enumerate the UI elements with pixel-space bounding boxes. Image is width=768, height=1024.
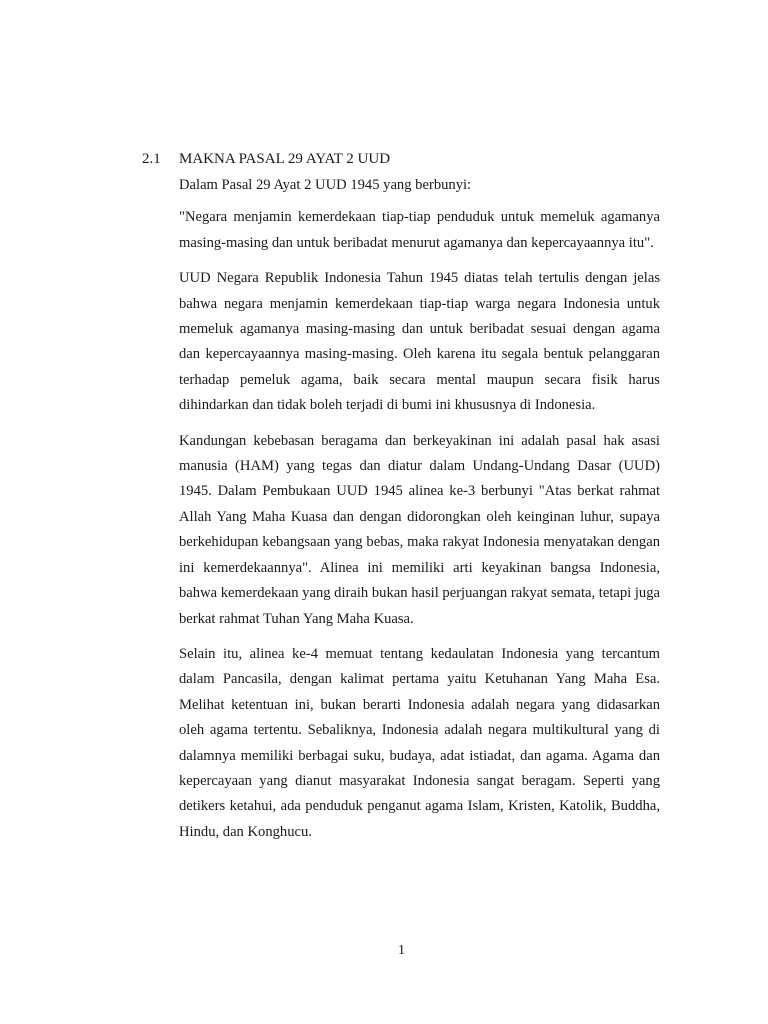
body-paragraph-3: Selain itu, alinea ke-4 memuat tentang kedaulatan Indonesia yang tercantum dalam Pancasila, dengan kalimat pertama yaitu Ketuhanan Yang Maha Esa. Melihat ketentuan ini, bukan berarti Indonesia adalah negara yang didasarkan oleh agama tertentu. Sebaliknya, Indonesia adalah negara multikultural yang di dalamnya memiliki berbagai suku, budaya, adat istiadat, dan agama. Agama dan kepercayaan yang dianut masyarakat Indonesia sangat beragam. Seperti yang detikers ketahui, ada penduduk penganut agama Islam, Kristen, Katolik, Buddha, Hindu, dan Konghucu. [179,645,660,840]
body-paragraph-1: UUD Negara Republik Indonesia Tahun 1945 diatas telah tertulis dengan jelas bahwa negara menjamin kemerdekaan tiap-tiap warga negara Indonesia untuk memeluk agamanya masing-masing dan untuk beribadat sesuai dengan agama dan kepercayaannya masing-masing. Oleh karena itu segala bentuk pelanggaran terhadap pemeluk agama, baik secara mental maupun secara fisik harus dihindarkan dan tidak boleh terjadi di bumi ini khususnya di Indonesia. [179,270,660,414]
section-title: MAKNA PASAL 29 AYAT 2 UUD [179,151,391,167]
intro-paragraph: Dalam Pasal 29 Ayat 2 UUD 1945 yang berbunyi: [179,177,472,193]
quote-paragraph: "Negara menjamin kemerdekaan tiap-tiap penduduk untuk memeluk agamanya masing-masing dan untuk beribadat menurut agamanya dan kepercayaannya itu". [179,209,660,251]
section-number: 2.1 [142,151,161,167]
section-body [179,173,660,855]
page-number: 1 [398,943,405,958]
body-paragraph-2: Kandungan kebebasan beragama dan berkeyakinan ini adalah pasal hak asasi manusia (HAM) yang tegas dan diatur dalam Undang-Undang Dasar (UUD) 1945. Dalam Pembukaan UUD 1945 alinea ke-3 berbunyi "Atas berkat rahmat Allah Yang Maha Kuasa dan dengan didorongkan oleh keinginan luhur, supaya berkehidupan kebangsaan yang bebas, maka rakyat Indonesia menyatakan dengan ini kemerdekaannya". Alinea ini memiliki arti keyakinan bangsa Indonesia, bahwa kemerdekaan yang diraih bukan hasil perjuangan rakyat semata, tetapi juga berkat rahmat Tuhan Yang Maha Kuasa. [179,432,660,627]
